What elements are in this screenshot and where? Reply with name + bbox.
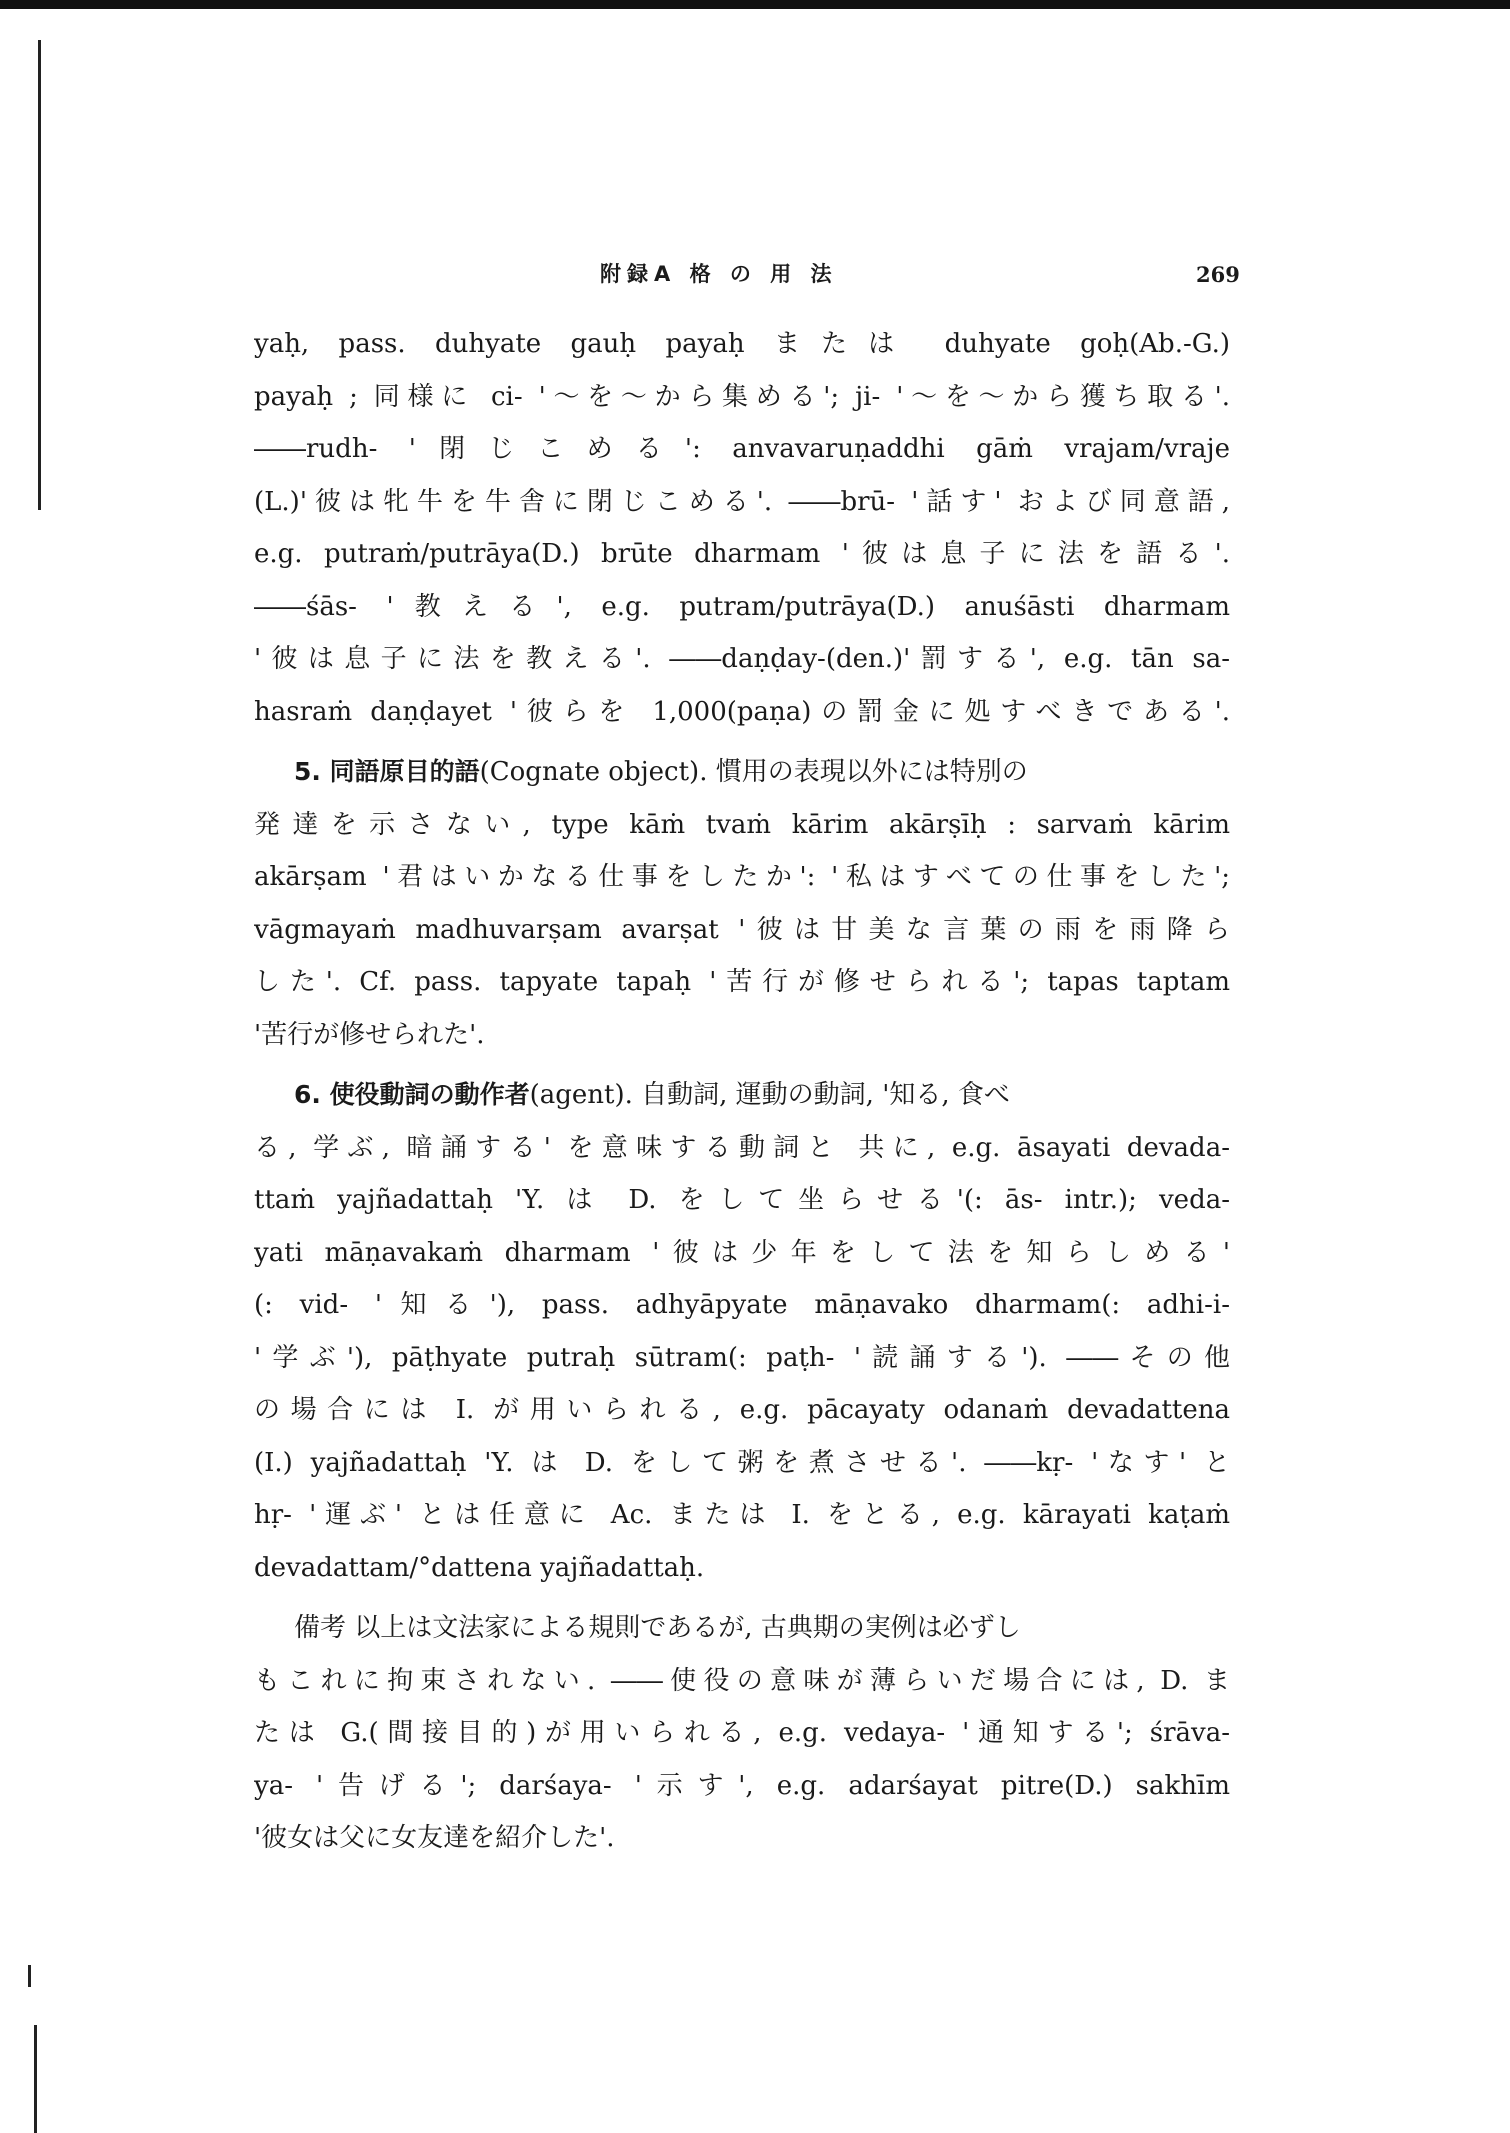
- text-run: (Cognate object). 慣用の表現以外には特別の: [479, 757, 1028, 787]
- text-line: vāgmayaṁ madhuvarṣam avarṣat '彼は甘美な言葉の雨を雨降ら: [254, 914, 1230, 945]
- section-6-first-line: [254, 1069, 1230, 1122]
- text-line: ――rudh- '閉じこめる': anvavaruṇaddhi gāṁ vrajam/vraje: [254, 434, 1230, 464]
- text-line: yaḥ, pass. duhyate gauḥ payaḥ または duhyate goḥ(Ab.-G.): [254, 329, 1230, 359]
- text-line: (L.)'彼は牝牛を牛舎に閉じこめる'. ――brū- '話す' および同意語,: [254, 486, 1230, 517]
- text-line: '彼は息子に法を教える'. ――daṇḍay-(den.)'罰する', e.g. tān sa-: [254, 644, 1230, 674]
- section-5-first-line: [254, 746, 1230, 799]
- body-text: [254, 318, 1230, 1865]
- section-6-heading: 6. 使役動詞の動作者: [294, 1080, 530, 1109]
- text-line: る, 学ぶ, 暗誦する' を意味する動詞と 共に, e.g. āsayati devada-: [254, 1132, 1230, 1163]
- page-number: 269: [1196, 262, 1240, 287]
- text-line: akārṣam '君はいかなる仕事をしたか': '私はすべての仕事をした';: [254, 862, 1230, 892]
- text-line: hasraṁ daṇḍayet '彼らを 1,000(paṇa)の罰金に処すべきである'.: [254, 696, 1230, 727]
- remark-first-line: 備考 以上は文法家による規則であるが, 古典期の実例は必ずし: [294, 1613, 1021, 1643]
- text-line: (I.) yajñadattaḥ 'Y. は D. をして粥を煮させる'. ――kṛ- 'なす' と: [254, 1447, 1230, 1478]
- text-line: (: vid- '知る'), pass. adhyāpyate māṇavako dharmam(: adhi-i-: [254, 1290, 1230, 1320]
- chapter-title: 附録A 格 の 用 法: [600, 262, 838, 286]
- running-head: [0, 258, 1510, 288]
- scan-top-border: [0, 0, 1510, 9]
- text-line: たは G.(間接目的)が用いられる, e.g. vedaya- '通知する'; śrāva-: [254, 1718, 1230, 1748]
- text-line: ttaṁ yajñadattaḥ 'Y. は D. をして坐らせる'(: ās- intr.); veda-: [254, 1185, 1230, 1215]
- text-line: '苦行が修せられた'.: [254, 1019, 485, 1050]
- text-line: devadattam/°dattena yajñadattaḥ.: [254, 1552, 705, 1583]
- text-line: '彼女は父に女友達を紹介した'.: [254, 1823, 615, 1853]
- scan-edge-mark: [28, 1965, 31, 1987]
- text-line: payaḥ ; 同様に ci- '～を～から集める'; ji- '～を～から獲ち取る'.: [254, 381, 1230, 412]
- text-line: もこれに拘束されない. ――使役の意味が薄らいだ場合には, D. ま: [254, 1665, 1230, 1696]
- text-line: の場合には I. が用いられる, e.g. pācayaty odanaṁ devadattena: [254, 1395, 1230, 1425]
- text-run: (agent). 自動詞, 運動の動詞, '知る, 食べ: [529, 1080, 1010, 1110]
- text-line: ya- '告げる'; darśaya- '示す', e.g. adarśayat pitre(D.) sakhīm: [254, 1770, 1230, 1801]
- text-line: hṛ- '運ぶ' とは任意に Ac. または I. をとる, e.g. kārayati kaṭaṁ: [254, 1500, 1230, 1530]
- text-line: した'. Cf. pass. tapyate tapaḥ '苦行が修せられる'; tapas taptam: [254, 967, 1230, 997]
- text-line: 発達を示さない, type kāṁ tvaṁ kārim akārṣīḥ : sarvaṁ kārim: [254, 809, 1230, 840]
- scan-edge-mark: [34, 2025, 37, 2133]
- text-line: '学ぶ'), pāṭhyate putraḥ sūtram(: paṭh- '読誦する'). ――その他: [254, 1342, 1230, 1373]
- text-line: ――śās- '教える', e.g. putram/putrāya(D.) anuśāsti dharmam: [254, 591, 1230, 622]
- section-5-heading: 5. 同語原目的語: [294, 757, 480, 786]
- text-line: yati māṇavakaṁ dharmam '彼は少年をして法を知らしめる': [254, 1237, 1230, 1268]
- text-line: e.g. putraṁ/putrāya(D.) brūte dharmam '彼は息子に法を語る'.: [254, 539, 1230, 569]
